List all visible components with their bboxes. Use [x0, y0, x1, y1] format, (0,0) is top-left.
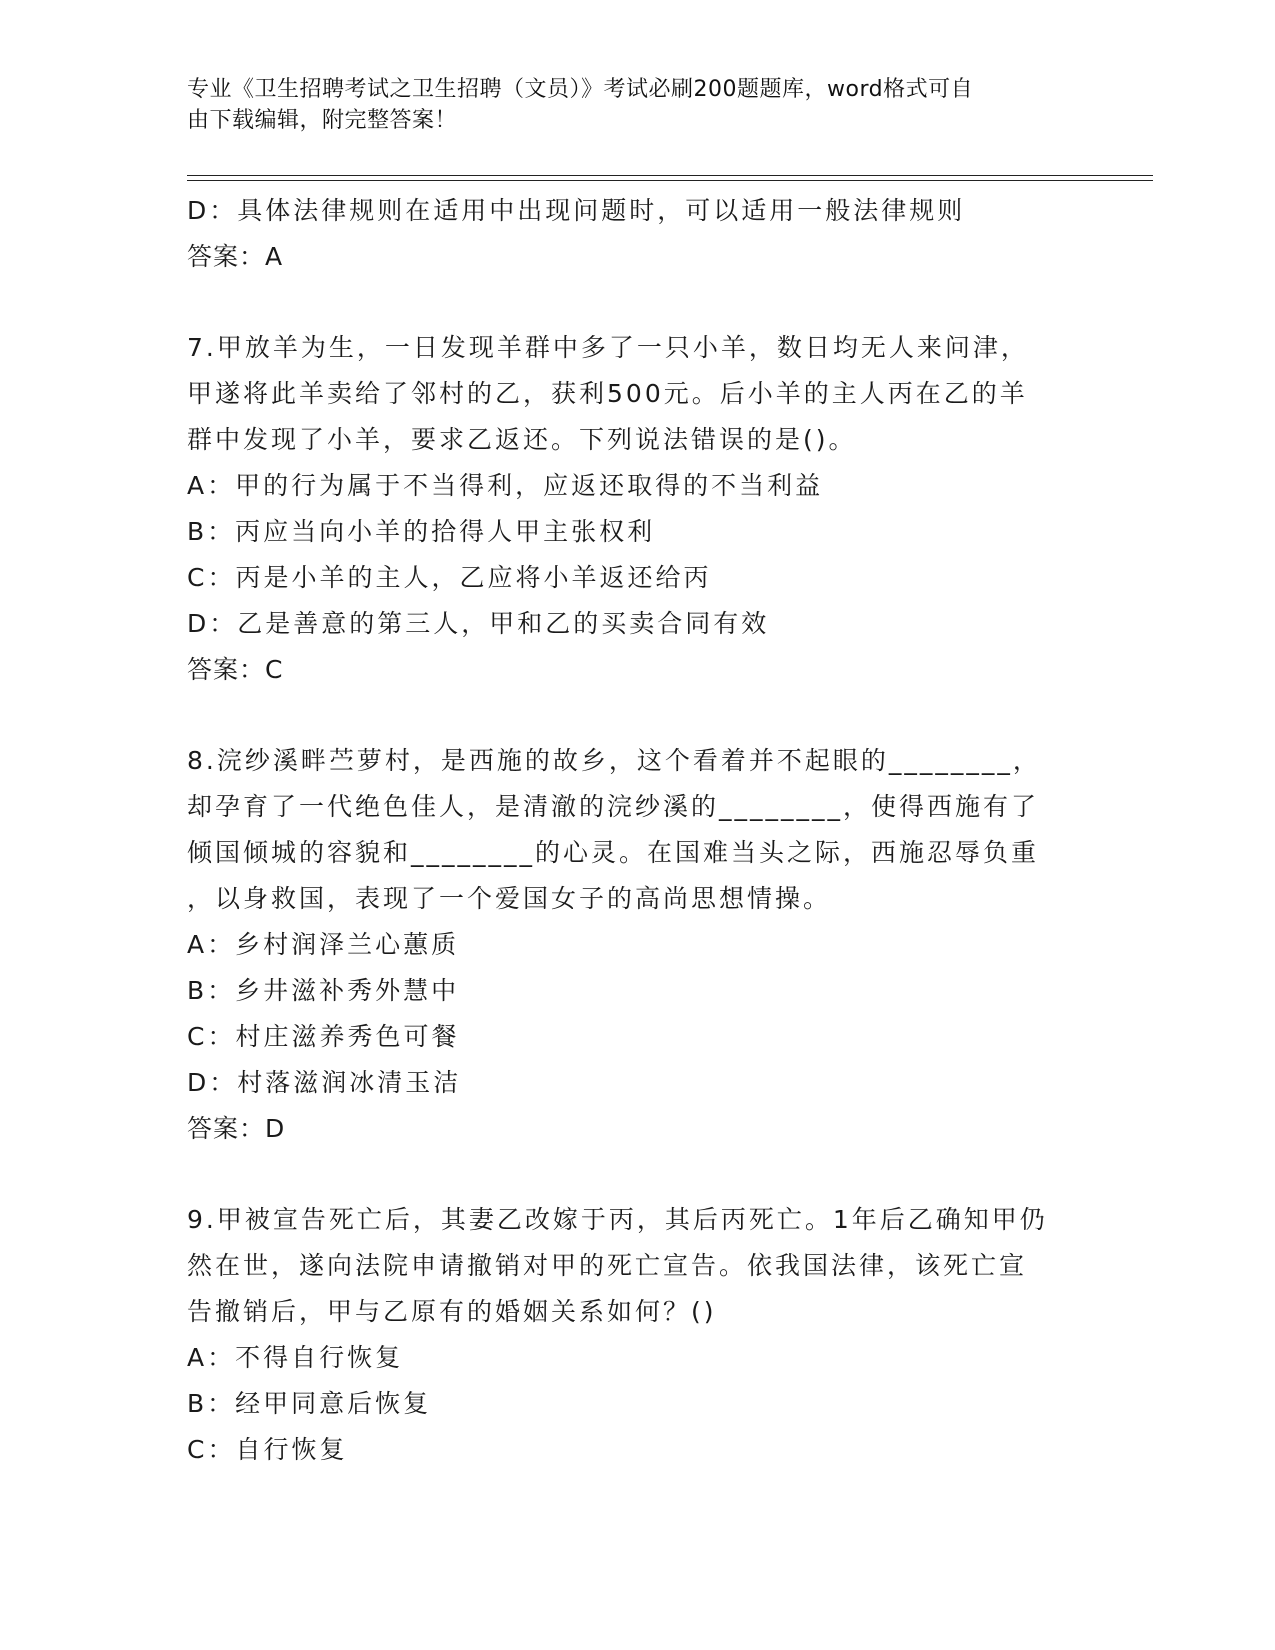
question-9 [187, 1197, 1087, 1473]
question-8-option-c: C：村庄滋养秀色可餐 [187, 1022, 460, 1051]
question-9-stem-line-1: 9.甲被宣告死亡后，其妻乙改嫁于丙，其后丙死亡。1年后乙确知甲仍 [187, 1205, 1048, 1234]
question-8-stem-line-3: 倾国倾城的容貌和________的心灵。在国难当头之际，西施忍辱负重 [187, 838, 1040, 867]
question-8-stem-line-4: ，以身救国，表现了一个爱国女子的高尚思想情操。 [187, 884, 832, 913]
question-7-answer: 答案：C [187, 655, 284, 684]
question-9-option-b: B：经甲同意后恢复 [187, 1389, 432, 1418]
question-7-option-b: B：丙应当向小羊的拾得人甲主张权利 [187, 517, 656, 546]
question-9-stem-line-3: 告撤销后，甲与乙原有的婚姻关系如何？() [187, 1297, 717, 1326]
question-7-option-d: D：乙是善意的第三人，甲和乙的买卖合同有效 [187, 609, 770, 638]
question-7-option-c: C：丙是小羊的主人，乙应将小羊返还给丙 [187, 563, 712, 592]
question-8-stem-line-2: 却孕育了一代绝色佳人，是清澈的浣纱溪的________，使得西施有了 [187, 792, 1040, 821]
question-8-option-d: D：村落滋润冰清玉洁 [187, 1068, 462, 1097]
header-rule-bottom [187, 180, 1153, 181]
question-7-stem-line-1: 7.甲放羊为生，一日发现羊群中多了一只小羊，数日均无人来问津， [187, 333, 1029, 362]
question-8-stem-line-1: 8.浣纱溪畔苎萝村，是西施的故乡，这个看着并不起眼的________， [187, 746, 1041, 775]
page-header [187, 74, 1067, 136]
question-9-option-c: C：自行恢复 [187, 1435, 348, 1464]
question-8 [187, 738, 1087, 1152]
question-9-stem-line-2: 然在世，遂向法院申请撤销对甲的死亡宣告。依我国法律，该死亡宣 [187, 1251, 1028, 1280]
question-8-option-b: B：乡井滋补秀外慧中 [187, 976, 460, 1005]
spacer [187, 693, 1087, 738]
question-9-option-a: A：不得自行恢复 [187, 1343, 404, 1372]
document-body [187, 188, 1087, 1473]
question-7 [187, 325, 1087, 693]
spacer [187, 280, 1087, 325]
header-line-2: 由下载编辑，附完整答案！ [187, 108, 458, 133]
question-8-answer: 答案：D [187, 1114, 286, 1143]
question-7-option-a: A：甲的行为属于不当得利，应返还取得的不当利益 [187, 471, 824, 500]
question-8-option-a: A：乡村润泽兰心蕙质 [187, 930, 460, 959]
spacer [187, 1152, 1087, 1197]
continued-option-d: D：具体法律规则在适用中出现问题时，可以适用一般法律规则 [187, 196, 966, 225]
header-rule-top [187, 175, 1153, 176]
question-7-stem-line-3: 群中发现了小羊，要求乙返还。下列说法错误的是()。 [187, 425, 857, 454]
header-line-1: 专业《卫生招聘考试之卫生招聘（文员）》考试必刷200题题库，word格式可自 [187, 77, 974, 102]
continued-answer: 答案：A [187, 242, 284, 271]
question-7-stem-line-2: 甲遂将此羊卖给了邻村的乙，获利500元。后小羊的主人丙在乙的羊 [187, 379, 1028, 408]
